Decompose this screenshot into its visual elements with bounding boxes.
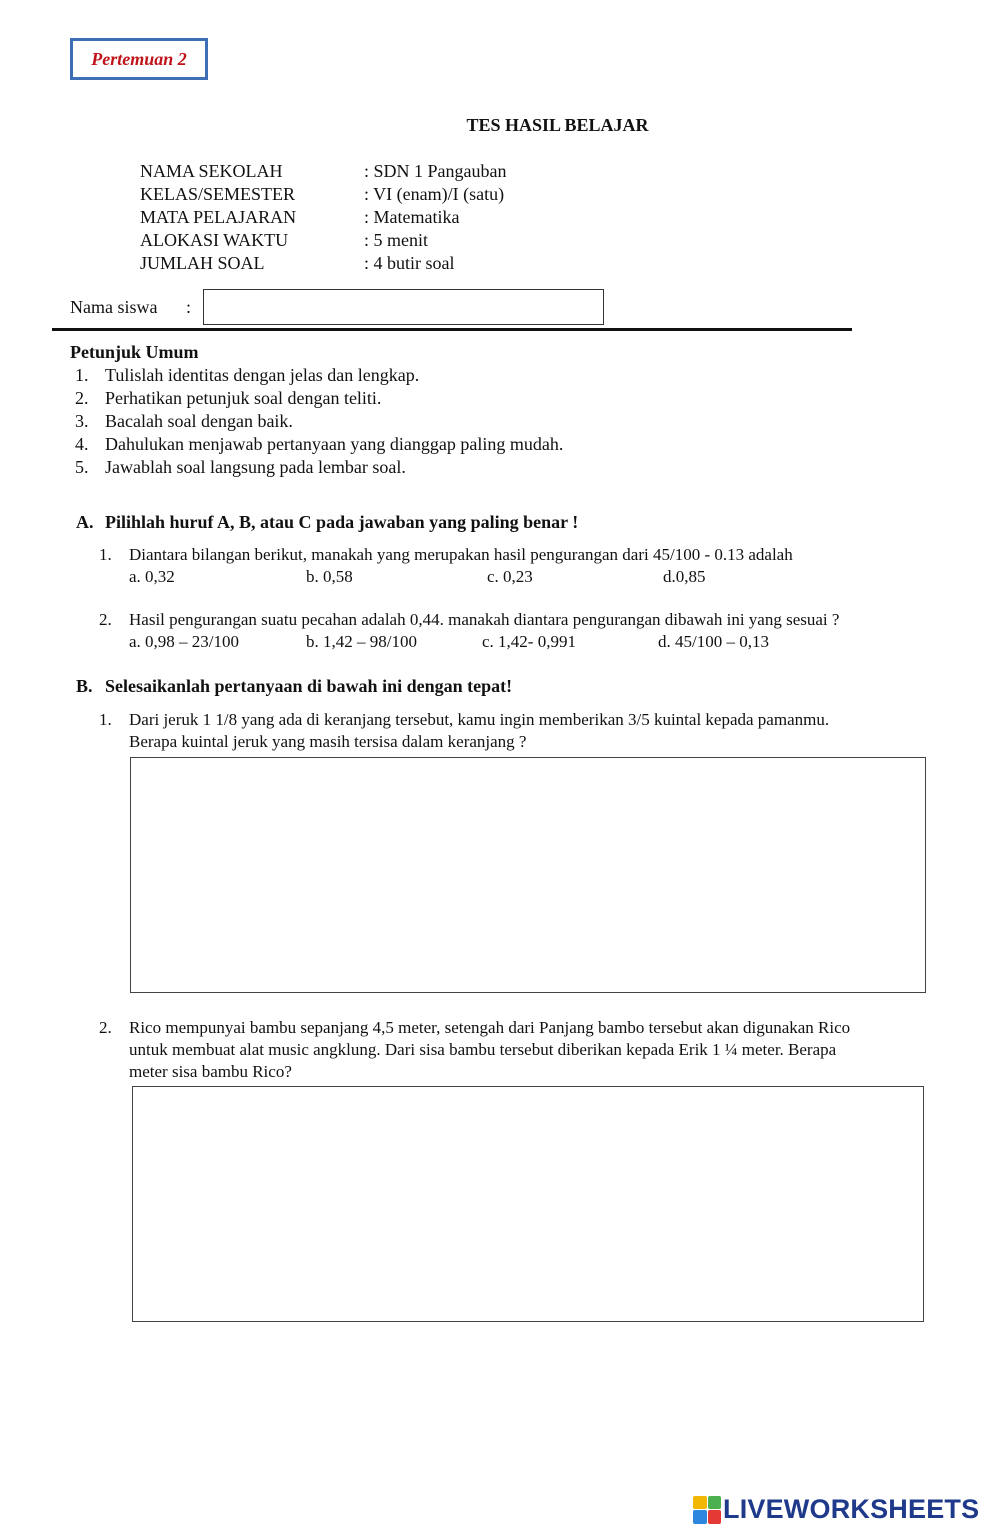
info-row-school — [140, 160, 507, 183]
meeting-label: Pertemuan 2 — [91, 48, 187, 69]
student-name-input[interactable] — [203, 289, 604, 325]
brand-name: LIVEWORKSHEETS — [723, 1494, 980, 1524]
section-letter: A. — [76, 512, 94, 532]
instruction-item — [75, 433, 563, 456]
option-c[interactable]: c. 0,23 — [487, 567, 533, 586]
info-label: ALOKASI WAKTU — [140, 230, 289, 250]
instruction-text: Dahulukan menjawab pertanyaan yang dianggap paling mudah. — [105, 434, 564, 454]
info-row-class — [140, 183, 504, 206]
instruction-item — [75, 410, 293, 433]
answer-box-1[interactable] — [130, 757, 926, 993]
instruction-item — [75, 456, 406, 479]
section-b-heading — [76, 676, 512, 697]
instruction-item — [75, 364, 419, 387]
question-text: Diantara bilangan berikut, manakah yang merupakan hasil pengurangan dari 45/100 - 0.13 adalah — [129, 545, 793, 564]
instruction-text: Tulislah identitas dengan jelas dan lengkap. — [105, 365, 420, 385]
question-text-line: Berapa kuintal jeruk yang masih tersisa dalam keranjang ? — [129, 732, 527, 751]
info-label: KELAS/SEMESTER — [140, 184, 296, 204]
section-heading-text: Selesaikanlah pertanyaan di bawah ini dengan tepat! — [105, 676, 513, 696]
liveworksheets-logo-icon — [693, 1496, 721, 1524]
section-a-heading — [76, 512, 578, 533]
info-row-subject — [140, 206, 459, 229]
option-a[interactable]: a. 0,98 – 23/100 — [129, 632, 240, 651]
instruction-number: 3. — [75, 411, 89, 431]
question-number: 1. — [99, 545, 112, 564]
info-label: JUMLAH SOAL — [140, 253, 265, 273]
info-label: NAMA SEKOLAH — [140, 161, 283, 181]
instruction-number: 4. — [75, 434, 89, 454]
question-number: 1. — [99, 710, 112, 729]
info-value: : SDN 1 Pangauban — [364, 161, 507, 181]
question-text: Hasil pengurangan suatu pecahan adalah 0,44. manakah diantara pengurangan dibawah ini yang sesuai ? — [129, 610, 840, 629]
liveworksheets-logo[interactable] — [693, 1494, 979, 1525]
info-value: : VI (enam)/I (satu) — [364, 184, 505, 204]
instruction-text: Jawablah soal langsung pada lembar soal. — [105, 457, 406, 477]
page-title: TES HASIL BELAJAR — [466, 115, 649, 135]
option-b[interactable]: b. 1,42 – 98/100 — [306, 632, 417, 651]
info-label: MATA PELAJARAN — [140, 207, 297, 227]
option-d[interactable]: d. 45/100 – 0,13 — [658, 632, 769, 651]
info-value: : Matematika — [364, 207, 460, 227]
info-row-count — [140, 252, 455, 275]
section-letter: B. — [76, 676, 93, 696]
question-text-line: meter sisa bambu Rico? — [129, 1062, 292, 1081]
info-row-time — [140, 229, 428, 252]
question-text-line: Rico mempunyai bambu sepanjang 4,5 meter, setengah dari Panjang bambo tersebut akan digunakan Rico — [129, 1018, 851, 1037]
option-b[interactable]: b. 0,58 — [306, 567, 353, 586]
header-divider — [52, 328, 852, 331]
instruction-number: 1. — [75, 365, 89, 385]
answer-box-2[interactable] — [132, 1086, 924, 1322]
info-value: : 5 menit — [364, 230, 428, 250]
info-value: : 4 butir soal — [364, 253, 455, 273]
option-c[interactable]: c. 1,42- 0,991 — [482, 632, 576, 651]
option-a[interactable]: a. 0,32 — [129, 567, 175, 586]
instruction-item — [75, 387, 381, 410]
student-name-label: Nama siswa — [70, 297, 158, 317]
question-number: 2. — [99, 610, 112, 629]
instruction-number: 5. — [75, 457, 89, 477]
instruction-number: 2. — [75, 388, 89, 408]
option-d[interactable]: d.0,85 — [663, 567, 706, 586]
question-text-line: untuk membuat alat music angklung. Dari sisa bambu tersebut diberikan kepada Erik 1 ¼ meter. Berapa — [129, 1040, 837, 1059]
instructions-title: Petunjuk Umum — [70, 342, 199, 362]
meeting-label-box — [70, 38, 208, 80]
instruction-text: Perhatikan petunjuk soal dengan teliti. — [105, 388, 382, 408]
question-text-line: Dari jeruk 1 1/8 yang ada di keranjang tersebut, kamu ingin memberikan 3/5 kuintal kepada pamanmu. — [129, 710, 830, 729]
student-name-colon: : — [186, 297, 192, 317]
section-heading-text: Pilihlah huruf A, B, atau C pada jawaban yang paling benar ! — [105, 512, 579, 532]
instruction-text: Bacalah soal dengan baik. — [105, 411, 293, 431]
question-number: 2. — [99, 1018, 112, 1037]
